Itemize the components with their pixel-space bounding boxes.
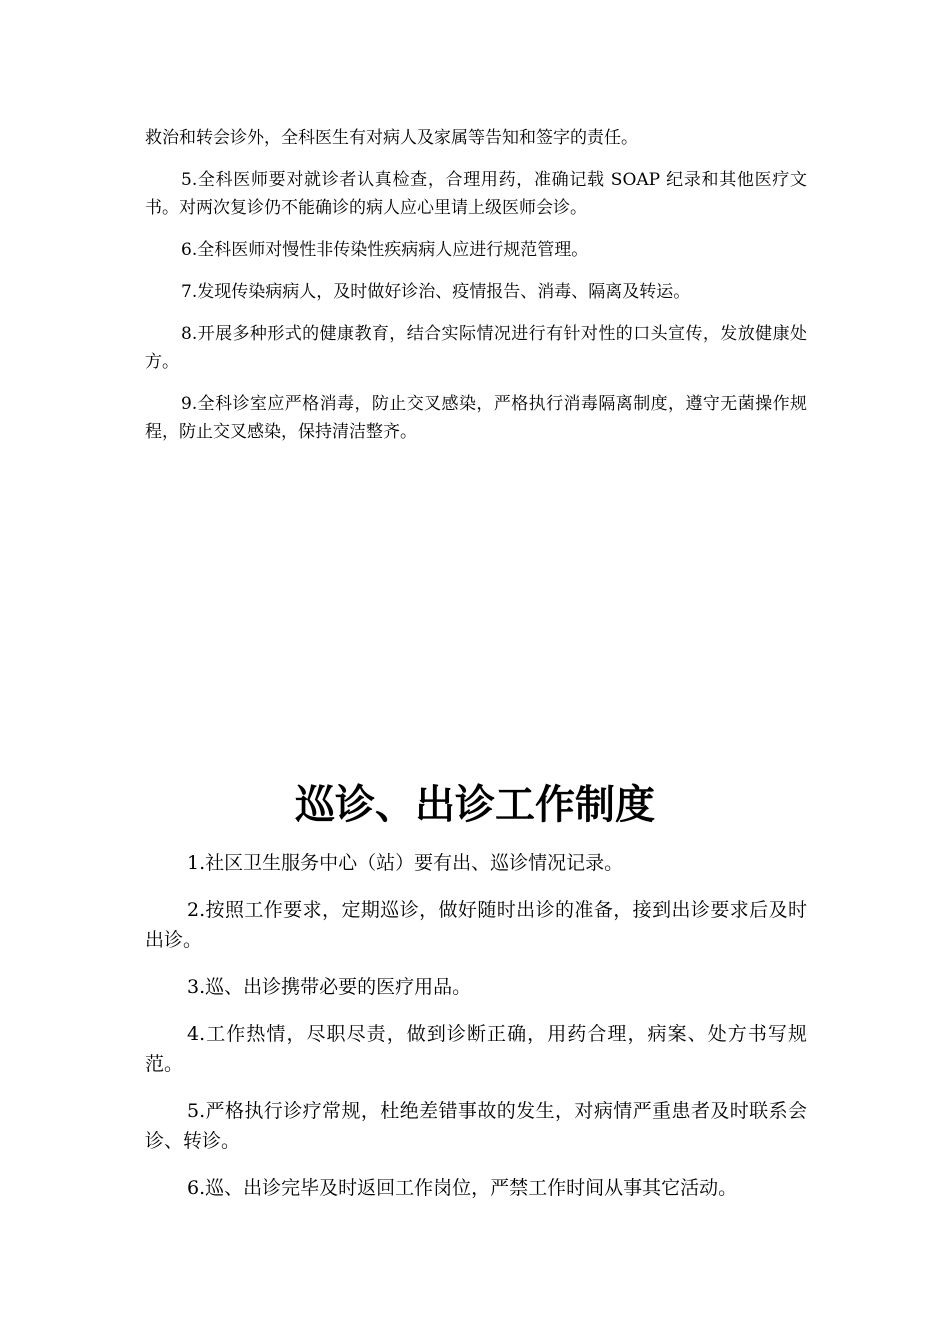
section-general-practice-rules	[145, 124, 807, 460]
rule-item-4: 4.工作热情，尽职尽责，做到诊断正确，用药合理，病案、处方书写规范。	[145, 1023, 807, 1075]
rule-item-5: 5.严格执行诊疗常规，杜绝差错事故的发生，对病情严重患者及时联系会诊、转诊。	[145, 1100, 807, 1152]
section-visit-rules	[145, 848, 807, 1220]
section-title: 巡诊、出诊工作制度	[295, 782, 655, 828]
paragraph-continuation: 救治和转会诊外，全科医生有对病人及家属等告知和签字的责任。	[145, 128, 638, 148]
rule-item-6: 6.巡、出诊完毕及时返回工作岗位，严禁工作时间从事其它活动。	[187, 1177, 738, 1199]
paragraph-item-8: 8.开展多种形式的健康教育，结合实际情况进行有针对性的口头宣传，发放健康处方。	[145, 324, 807, 372]
rule-item-2: 2.按照工作要求，定期巡诊，做好随时出诊的准备，接到出诊要求后及时出诊。	[145, 899, 807, 951]
paragraph-item-6: 6.全科医师对慢性非传染性疾病病人应进行规范管理。	[181, 240, 589, 260]
paragraph-item-9: 9.全科诊室应严格消毒，防止交叉感染，严格执行消毒隔离制度，遵守无菌操作规程，防止交叉感染，保持清洁整齐。	[145, 394, 807, 442]
paragraph-item-5: 5.全科医师要对就诊者认真检查，合理用药，准确记载 SOAP 纪录和其他医疗文书。对两次复诊仍不能确诊的病人应心里请上级医师会诊。	[145, 170, 807, 218]
rule-item-1: 1.社区卫生服务中心（站）要有出、巡诊情况记录。	[187, 852, 624, 874]
rule-item-3: 3.巡、出诊携带必要的医疗用品。	[187, 976, 472, 998]
paragraph-item-7: 7.发现传染病病人，及时做好诊治、疫情报告、消毒、隔离及转运。	[181, 282, 691, 302]
